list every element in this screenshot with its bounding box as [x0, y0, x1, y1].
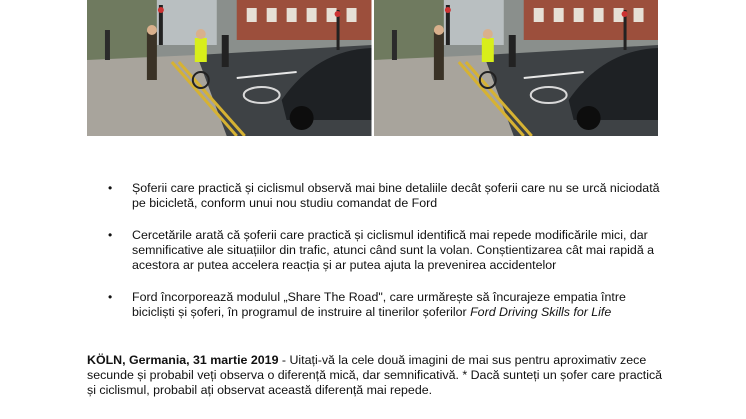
key-point — [108, 228, 668, 273]
key-point-text: Cercetările arată că șoferii care practică și ciclismul identifică mai repede modificările mici, dar semnificative ale situațiilor din trafic, atunci când sunt la volan. Conștientizarea cât mai rapidă a acestora ar putea accelera reacția și ar putea ajuta la prevenirea accidentelor — [132, 228, 655, 272]
bullet-icon: • — [108, 290, 113, 304]
lead-paragraph — [87, 353, 667, 398]
street-photo-left — [87, 0, 372, 136]
street-photo-right — [374, 0, 659, 136]
bullet-icon: • — [108, 228, 113, 242]
program-name: Ford Driving Skills for Life — [470, 305, 612, 319]
key-point-text: Ford încorporează modulul „Share The Road", care urmărește să încurajeze empatia între bicicliști și șoferi, în programul de instruire al tinerilor șoferilor — [132, 290, 626, 319]
lead-body: - Uitați-vă la cele două imagini de mai sus pentru aproximativ zece secunde și probabil veți observa o diferență mică, dar semnificativă. * Dacă sunteți un șofer care practică și ciclismul, probabil ați observat această diferență mai repede. — [87, 353, 663, 397]
key-point — [108, 290, 668, 320]
comparison-photos — [87, 0, 658, 136]
key-points-list — [108, 181, 668, 337]
street-scene-illustration — [87, 0, 372, 136]
key-point-text: Șoferii care practică și ciclismul observă mai bine detaliile decât șoferii care nu se urcă niciodată pe bicicletă, conform unui nou studiu comandat de Ford — [132, 181, 660, 210]
street-scene-illustration — [374, 0, 659, 136]
dateline: KÖLN, Germania, 31 martie 2019 — [87, 353, 279, 367]
bullet-icon: • — [108, 181, 113, 195]
key-point — [108, 181, 668, 211]
